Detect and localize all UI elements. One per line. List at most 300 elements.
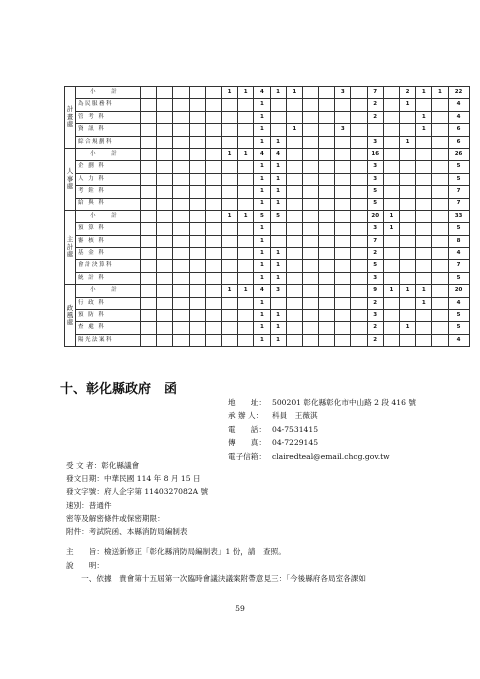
count-cell [383, 99, 399, 111]
count-cell [189, 99, 205, 111]
count-cell: 2 [367, 111, 383, 123]
count-cell [400, 173, 416, 185]
count-cell [302, 334, 318, 346]
count-cell: 2 [367, 99, 383, 111]
count-cell [205, 248, 221, 260]
total-cell: 4 [448, 297, 469, 309]
count-cell [383, 124, 399, 136]
count-cell [270, 235, 286, 247]
count-cell: 1 [221, 285, 237, 297]
count-cell [141, 198, 157, 210]
count-cell: 1 [254, 297, 270, 309]
count-cell [302, 223, 318, 235]
count-cell [351, 285, 367, 297]
count-cell [351, 322, 367, 334]
count-cell [286, 99, 302, 111]
count-cell [286, 322, 302, 334]
count-cell [319, 297, 335, 309]
count-cell [141, 334, 157, 346]
count-cell [286, 210, 302, 222]
total-cell: 4 [448, 334, 469, 346]
total-cell: 20 [448, 285, 469, 297]
unit-name-cell: 人 力 科 [76, 173, 141, 185]
count-cell [286, 111, 302, 123]
count-cell: 1 [270, 161, 286, 173]
count-cell [221, 322, 237, 334]
count-cell [400, 260, 416, 272]
count-cell [173, 87, 189, 99]
count-cell [141, 235, 157, 247]
count-cell [189, 297, 205, 309]
unit-name-cell: 預 算 科 [76, 223, 141, 235]
count-cell [302, 136, 318, 148]
count-cell [141, 87, 157, 99]
count-cell [221, 198, 237, 210]
count-cell [302, 186, 318, 198]
count-cell [351, 173, 367, 185]
count-cell [205, 334, 221, 346]
count-cell: 1 [254, 124, 270, 136]
fax-line [228, 436, 416, 449]
count-cell [221, 310, 237, 322]
subtotal-row [65, 87, 470, 99]
count-cell [319, 136, 335, 148]
document-body [66, 545, 366, 586]
count-cell [351, 248, 367, 260]
count-cell [189, 210, 205, 222]
count-cell [205, 297, 221, 309]
count-cell [205, 322, 221, 334]
count-cell [157, 136, 173, 148]
count-cell [141, 136, 157, 148]
attachments-line: 附件：考試院函、本縣消防局編制表 [66, 527, 188, 537]
count-cell [432, 260, 448, 272]
count-cell: 1 [270, 87, 286, 99]
count-cell [383, 272, 399, 284]
count-cell [319, 148, 335, 160]
count-cell [286, 148, 302, 160]
count-cell [319, 87, 335, 99]
unit-name-cell: 小 計 [76, 87, 141, 99]
count-cell [157, 99, 173, 111]
address-line [228, 396, 416, 409]
recipient-line: 受 文 者：彰化縣議會 [66, 461, 140, 470]
total-cell: 5 [448, 161, 469, 173]
count-cell [319, 161, 335, 173]
count-cell [302, 148, 318, 160]
count-cell [157, 297, 173, 309]
contact-person-label: 承 辦 人： [228, 411, 264, 421]
count-cell [205, 161, 221, 173]
count-cell [383, 87, 399, 99]
count-cell: 1 [416, 111, 432, 123]
explanation-label: 說 明： [66, 560, 104, 570]
unit-name-cell: 行 政 科 [76, 297, 141, 309]
count-cell [335, 285, 351, 297]
table-row [65, 173, 470, 185]
count-cell [351, 124, 367, 136]
subtotal-row [65, 148, 470, 160]
sender-address-block [228, 396, 416, 463]
count-cell [351, 310, 367, 322]
count-cell [335, 136, 351, 148]
count-cell: 16 [367, 148, 383, 160]
count-cell [221, 334, 237, 346]
count-cell [221, 297, 237, 309]
page-number: 59 [235, 604, 245, 613]
count-cell [432, 161, 448, 173]
count-cell [432, 322, 448, 334]
count-cell: 1 [286, 87, 302, 99]
total-cell: 4 [448, 111, 469, 123]
count-cell: 1 [221, 87, 237, 99]
count-cell: 4 [270, 148, 286, 160]
count-cell [189, 322, 205, 334]
count-cell [335, 223, 351, 235]
count-cell [432, 173, 448, 185]
count-cell [157, 235, 173, 247]
count-cell [173, 148, 189, 160]
count-cell [319, 334, 335, 346]
count-cell [302, 111, 318, 123]
count-cell [286, 223, 302, 235]
count-cell [238, 235, 254, 247]
count-cell [189, 111, 205, 123]
count-cell [173, 173, 189, 185]
count-cell [383, 161, 399, 173]
phone-label: 電 話： [228, 424, 266, 434]
count-cell: 1 [270, 310, 286, 322]
count-cell [400, 186, 416, 198]
total-cell: 6 [448, 136, 469, 148]
count-cell [432, 248, 448, 260]
count-cell [351, 198, 367, 210]
count-cell: 1 [238, 148, 254, 160]
total-cell: 5 [448, 223, 469, 235]
count-cell: 3 [367, 272, 383, 284]
count-cell [432, 297, 448, 309]
count-cell [416, 322, 432, 334]
count-cell [157, 148, 173, 160]
count-cell: 1 [270, 322, 286, 334]
count-cell [319, 111, 335, 123]
subtotal-row [65, 210, 470, 222]
count-cell [189, 310, 205, 322]
count-cell [383, 111, 399, 123]
count-cell: 1 [286, 124, 302, 136]
count-cell [173, 124, 189, 136]
count-cell [173, 272, 189, 284]
count-cell: 5 [254, 210, 270, 222]
count-cell [141, 248, 157, 260]
count-cell [432, 124, 448, 136]
unit-name-cell: 陽光法案科 [76, 334, 141, 346]
count-cell [270, 111, 286, 123]
count-cell [205, 136, 221, 148]
count-cell [238, 186, 254, 198]
count-cell: 1 [254, 260, 270, 272]
count-cell [157, 223, 173, 235]
count-cell [238, 173, 254, 185]
count-cell [319, 310, 335, 322]
count-cell [351, 148, 367, 160]
count-cell [173, 136, 189, 148]
count-cell: 1 [383, 210, 399, 222]
count-cell: 3 [367, 136, 383, 148]
count-cell: 1 [270, 136, 286, 148]
count-cell [351, 235, 367, 247]
count-cell [238, 272, 254, 284]
unit-name-cell: 會計決算科 [76, 260, 141, 272]
count-cell [416, 186, 432, 198]
count-cell [432, 136, 448, 148]
count-cell [189, 272, 205, 284]
count-cell [400, 248, 416, 260]
table-row [65, 322, 470, 334]
count-cell [383, 310, 399, 322]
count-cell [141, 285, 157, 297]
count-cell: 1 [238, 87, 254, 99]
unit-name-cell: 企 劃 科 [76, 161, 141, 173]
count-cell [286, 285, 302, 297]
address-label: 地 址： [228, 398, 266, 407]
count-cell: 1 [270, 272, 286, 284]
unit-name-cell: 小 計 [76, 210, 141, 222]
count-cell [205, 285, 221, 297]
explanation-item-1: 一、依據 貴會第十五屆第一次臨時會議決議案附帶意見三：「今後縣府各局室各課如 [66, 574, 366, 583]
count-cell [157, 198, 173, 210]
count-cell: 1 [254, 310, 270, 322]
count-cell [302, 322, 318, 334]
count-cell [383, 297, 399, 309]
count-cell [157, 210, 173, 222]
count-cell [189, 124, 205, 136]
count-cell [383, 148, 399, 160]
count-cell [205, 272, 221, 284]
table-row [65, 161, 470, 173]
count-cell [270, 99, 286, 111]
count-cell [416, 248, 432, 260]
count-cell [416, 99, 432, 111]
count-cell: 3 [335, 124, 351, 136]
count-cell [383, 322, 399, 334]
count-cell [432, 285, 448, 297]
count-cell [302, 124, 318, 136]
email-line [228, 450, 416, 463]
count-cell [205, 148, 221, 160]
count-cell [173, 334, 189, 346]
confidentiality-line: 密等及解密條件或保密期限： [66, 513, 165, 523]
count-cell: 1 [400, 285, 416, 297]
count-cell: 1 [383, 223, 399, 235]
count-cell [335, 272, 351, 284]
email-label: 電子信箱： [228, 451, 266, 461]
table-row [65, 235, 470, 247]
count-cell [400, 272, 416, 284]
count-cell [189, 334, 205, 346]
count-cell [205, 186, 221, 198]
count-cell [173, 310, 189, 322]
count-cell [189, 198, 205, 210]
unit-name-cell: 管 考 科 [76, 111, 141, 123]
count-cell: 3 [367, 223, 383, 235]
document-heading: 十、彰化縣政府 函 [60, 382, 178, 397]
table-row [65, 272, 470, 284]
count-cell [270, 223, 286, 235]
count-cell [157, 186, 173, 198]
count-cell [351, 136, 367, 148]
fax-label: 傳 真： [228, 438, 266, 448]
count-cell: 2 [400, 87, 416, 99]
count-cell [157, 173, 173, 185]
table-row [65, 124, 470, 136]
count-cell [416, 260, 432, 272]
count-cell [173, 161, 189, 173]
unit-name-cell: 審 核 科 [76, 235, 141, 247]
count-cell [221, 260, 237, 272]
count-cell [351, 111, 367, 123]
unit-name-cell: 給 與 科 [76, 198, 141, 210]
count-cell [335, 248, 351, 260]
count-cell [157, 334, 173, 346]
count-cell [302, 210, 318, 222]
count-cell [173, 285, 189, 297]
count-cell [173, 111, 189, 123]
count-cell [383, 248, 399, 260]
count-cell [286, 260, 302, 272]
count-cell [319, 272, 335, 284]
count-cell [416, 198, 432, 210]
count-cell [432, 99, 448, 111]
count-cell: 1 [254, 235, 270, 247]
unit-name-cell: 綜合規劃科 [76, 136, 141, 148]
count-cell [238, 310, 254, 322]
count-cell [221, 173, 237, 185]
count-cell [319, 223, 335, 235]
count-cell [141, 210, 157, 222]
count-cell [141, 186, 157, 198]
count-cell [238, 198, 254, 210]
address-value: 500201 彰化縣彰化市中山路 2 段 416 號 [272, 398, 416, 407]
table-row [65, 310, 470, 322]
count-cell [189, 260, 205, 272]
count-cell: 1 [270, 186, 286, 198]
count-cell: 1 [270, 248, 286, 260]
count-cell [319, 210, 335, 222]
count-cell [400, 111, 416, 123]
count-cell [173, 235, 189, 247]
count-cell [351, 87, 367, 99]
count-cell [383, 334, 399, 346]
document-meta [66, 459, 208, 538]
count-cell: 1 [238, 210, 254, 222]
count-cell: 1 [416, 124, 432, 136]
count-cell: 4 [254, 285, 270, 297]
subject-line: 主 旨：檢送新修正「彰化縣消防局編制表」1 份，請 查照。 [66, 547, 286, 556]
count-cell [383, 136, 399, 148]
count-cell [335, 148, 351, 160]
count-cell [335, 99, 351, 111]
count-cell [416, 136, 432, 148]
table-row [65, 260, 470, 272]
count-cell [319, 260, 335, 272]
department-cell: 政風處 [65, 285, 76, 347]
count-cell [238, 260, 254, 272]
count-cell [141, 322, 157, 334]
staffing-table [64, 86, 470, 347]
count-cell: 1 [254, 111, 270, 123]
count-cell [416, 310, 432, 322]
table-row [65, 223, 470, 235]
count-cell [432, 148, 448, 160]
count-cell [221, 272, 237, 284]
unit-name-cell: 預 防 科 [76, 310, 141, 322]
count-cell [189, 161, 205, 173]
count-cell [157, 248, 173, 260]
count-cell [205, 87, 221, 99]
count-cell [286, 297, 302, 309]
count-cell [173, 248, 189, 260]
count-cell [205, 198, 221, 210]
count-cell [141, 111, 157, 123]
count-cell [416, 173, 432, 185]
date-line: 發文日期：中華民國 114 年 8 月 15 日 [66, 474, 201, 484]
count-cell [319, 173, 335, 185]
count-cell [157, 310, 173, 322]
count-cell [286, 161, 302, 173]
count-cell [351, 297, 367, 309]
count-cell [416, 223, 432, 235]
total-cell: 7 [448, 260, 469, 272]
count-cell [351, 334, 367, 346]
fax-value: 04-7229145 [272, 438, 319, 448]
count-cell [221, 99, 237, 111]
count-cell: 3 [367, 173, 383, 185]
department-cell: 主計處 [65, 210, 76, 284]
count-cell [141, 310, 157, 322]
count-cell [335, 111, 351, 123]
count-cell [238, 161, 254, 173]
contact-person-line [228, 409, 416, 422]
count-cell: 1 [270, 334, 286, 346]
count-cell [141, 223, 157, 235]
count-cell [319, 186, 335, 198]
count-cell [335, 186, 351, 198]
count-cell: 1 [270, 198, 286, 210]
count-cell [302, 198, 318, 210]
count-cell [302, 161, 318, 173]
total-cell: 6 [448, 124, 469, 136]
count-cell [302, 99, 318, 111]
count-cell: 1 [254, 272, 270, 284]
count-cell: 1 [383, 285, 399, 297]
table-row [65, 198, 470, 210]
count-cell [238, 297, 254, 309]
count-cell [173, 210, 189, 222]
count-cell [141, 161, 157, 173]
count-cell [238, 124, 254, 136]
count-cell [351, 272, 367, 284]
count-cell [221, 124, 237, 136]
count-cell [351, 99, 367, 111]
table-row [65, 99, 470, 111]
count-cell [432, 186, 448, 198]
unit-name-cell: 小 計 [76, 285, 141, 297]
count-cell [432, 198, 448, 210]
count-cell [221, 111, 237, 123]
count-cell: 1 [416, 297, 432, 309]
phone-line [228, 423, 416, 436]
